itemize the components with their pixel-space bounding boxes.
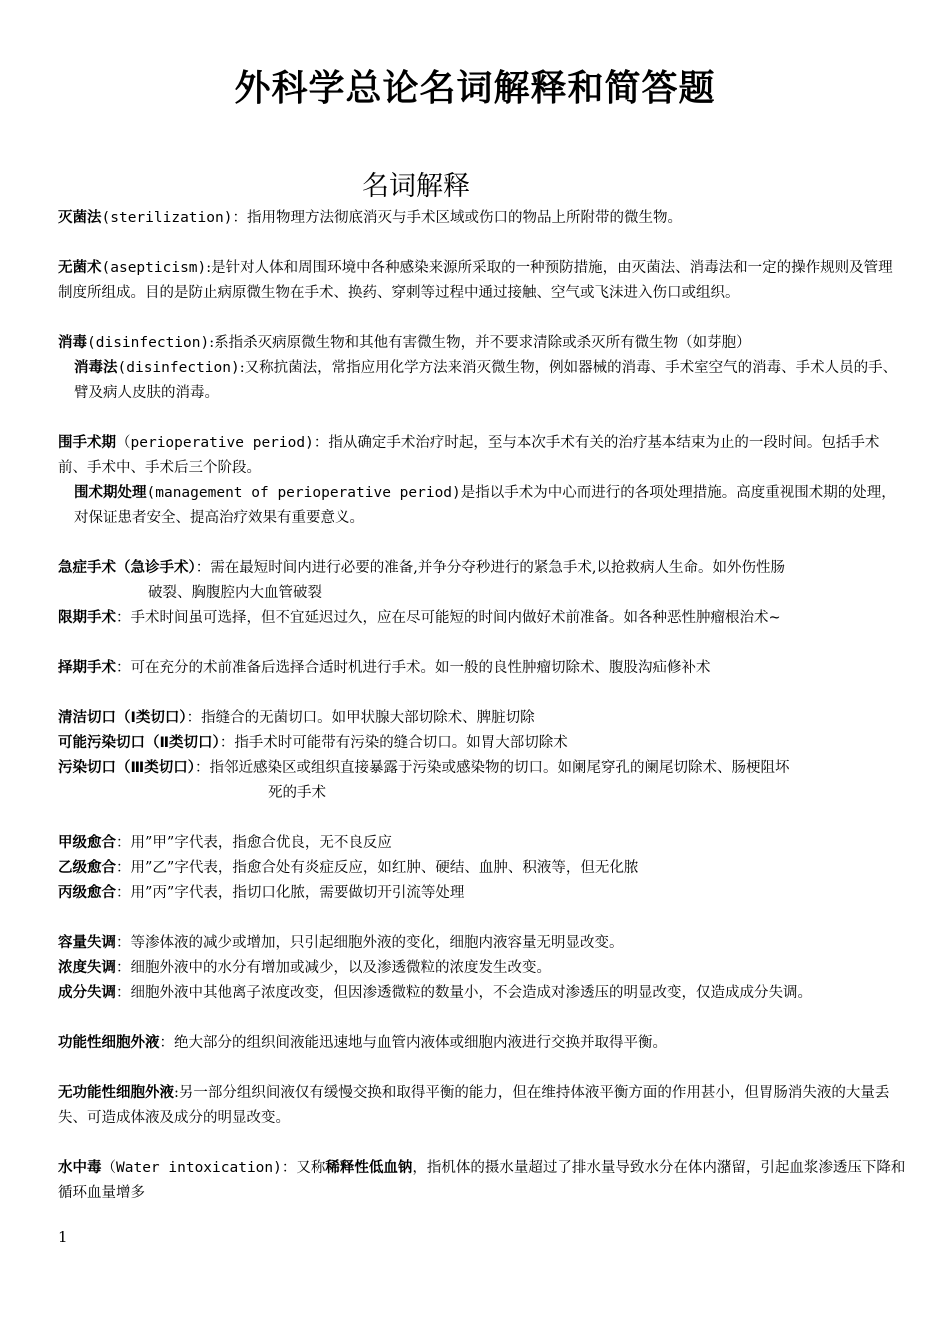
entry-volume-imbalance xyxy=(58,931,906,956)
separator: ： xyxy=(116,835,131,851)
definition: 用”丙”字代表，指切口化脓，需要做切开引流等处理 xyxy=(130,885,465,901)
entry-grade-a-healing xyxy=(58,831,906,856)
definition: 是指以手术为中心而进行的各项处理措施。高度重视围术期的处理，对保证患者安全、提高治疗效果有重要意义。 xyxy=(74,485,896,526)
definition: 指邻近感染区或组织直接暴露于污染或感染物的切口。如阑尾穿孔的阑尾切除术、肠梗阻坏 xyxy=(209,760,790,776)
term: 容量失调 xyxy=(58,935,116,951)
definition: 绝大部分的组织间液能迅速地与血管内液体或细胞内液进行交换并取得平衡。 xyxy=(174,1035,667,1051)
entry-disinfection xyxy=(58,331,906,356)
separator: ： xyxy=(194,760,210,776)
term: 成分失调 xyxy=(58,985,116,1001)
term: 无菌术 xyxy=(58,260,102,276)
term: 丙级愈合 xyxy=(58,885,116,901)
term-english: (disinfection) xyxy=(87,335,210,351)
entry-concentration-imbalance xyxy=(58,956,906,981)
page-number: 1 xyxy=(58,1228,68,1246)
separator: ： xyxy=(159,1035,174,1051)
definition: 又称抗菌法，常指应用化学方法来消灭微生物，例如器械的消毒、手术室空气的消毒、手术人员的手、臂及病人皮肤的消毒。 xyxy=(74,360,898,401)
term: 水中毒 xyxy=(58,1160,102,1176)
separator: ： xyxy=(116,860,131,876)
entry-disinfection-method xyxy=(58,356,906,406)
entry-functional-ecf xyxy=(58,1031,906,1056)
entry-asepticism xyxy=(58,256,906,306)
entry-emergency-surgery-cont xyxy=(58,581,906,606)
term: 甲级愈合 xyxy=(58,835,116,851)
term: 清洁切口（Ⅰ类切口） xyxy=(58,710,187,726)
definition: 死的手术 xyxy=(268,785,326,801)
entry-sterilization xyxy=(58,206,906,231)
separator: ： xyxy=(116,935,131,951)
definition: 细胞外液中其他离子浓度改变，但因渗透微粒的数量小，不会造成对渗透压的明显改变，仅造成成分失调。 xyxy=(130,985,812,1001)
term: 浓度失调 xyxy=(58,960,116,976)
separator: : xyxy=(239,360,245,376)
separator: ： xyxy=(116,985,131,1001)
entry-nonfunctional-ecf xyxy=(58,1081,906,1131)
definition: 可在充分的术前准备后选择合适时机进行手术。如一般的良性肿瘤切除术、腹股沟疝修补术 xyxy=(130,660,711,676)
definition-prefix: 又称 xyxy=(296,1160,326,1176)
term-english: (sterilization) xyxy=(101,210,233,226)
separator: : xyxy=(174,1085,179,1101)
entry-water-intoxication xyxy=(58,1156,906,1206)
term-english: （Water intoxication) xyxy=(101,1160,282,1176)
term: 无功能性细胞外液 xyxy=(58,1085,174,1101)
term-english: (asepticism) xyxy=(101,260,207,276)
separator: ： xyxy=(116,660,131,676)
term: 围术期处理 xyxy=(74,485,147,501)
definition: ，指机体的摄水量超过了排水量导致水分在体内潴留，引起血浆渗透压下降和循环血量增多 xyxy=(58,1160,906,1201)
entry-contaminated-incision xyxy=(58,756,906,781)
term: 可能污染切口（Ⅱ类切口） xyxy=(58,735,220,751)
entry-composition-imbalance xyxy=(58,981,906,1006)
definition: 用”甲”字代表，指愈合优良，无不良反应 xyxy=(130,835,392,851)
entry-contaminated-incision-cont xyxy=(58,781,906,806)
term-english: （perioperative period) xyxy=(116,435,314,451)
section-heading: 名词解释 xyxy=(362,171,470,202)
term: 消毒法 xyxy=(74,360,118,376)
entry-emergency-surgery xyxy=(58,556,906,581)
definition: 系指杀灭病原微生物和其他有害微生物，并不要求清除或杀灭所有微生物（如芽胞） xyxy=(214,335,751,351)
glossary-body xyxy=(58,206,906,1206)
emphasis-term: 稀释性低血钠 xyxy=(325,1160,413,1176)
definition: 是针对人体和周围环境中各种感染来源所采取的一种预防措施，由灭菌法、消毒法和一定的操作规则及管理制度所组成。目的是防止病原微生物在手术、换药、穿刺等过程中通过接触、空气或飞沫进入伤口或组织。 xyxy=(58,260,893,301)
definition: 等渗体液的减少或增加，只引起细胞外液的变化，细胞内液容量无明显改变。 xyxy=(130,935,624,951)
separator: ： xyxy=(116,960,131,976)
term: 乙级愈合 xyxy=(58,860,116,876)
term: 污染切口（Ⅲ类切口） xyxy=(58,760,195,776)
separator: ： xyxy=(281,1160,297,1176)
separator: ： xyxy=(195,560,211,576)
entry-perioperative-management xyxy=(58,481,906,531)
term: 择期手术 xyxy=(58,660,116,676)
definition: 手术时间虽可选择，但不宜延迟过久，应在尽可能短的时间内做好术前准备。如各种恶性肿瘤根治术~ xyxy=(130,610,781,626)
separator: ： xyxy=(313,435,329,451)
entry-grade-b-healing xyxy=(58,856,906,881)
page-title: 外科学总论名词解释和简答题 xyxy=(234,68,716,109)
separator: ： xyxy=(116,885,131,901)
term: 急症手术（急诊手术） xyxy=(58,560,196,576)
entry-possibly-contaminated-incision xyxy=(58,731,906,756)
separator: : xyxy=(206,260,212,276)
definition: 用”乙”字代表，指愈合处有炎症反应，如红肿、硬结、血肿、积液等，但无化脓 xyxy=(130,860,639,876)
entry-grade-c-healing xyxy=(58,881,906,906)
definition: 需在最短时间内进行必要的准备,并争分夺秒进行的紧急手术,以抢救病人生命。如外伤性肠 xyxy=(210,560,785,576)
separator: ： xyxy=(116,610,131,626)
term-english: (management of perioperative period) xyxy=(146,485,461,501)
term: 灭菌法 xyxy=(58,210,102,226)
entry-time-limited-surgery xyxy=(58,606,906,631)
entry-clean-incision xyxy=(58,706,906,731)
term: 消毒 xyxy=(58,335,87,351)
definition: 指缝合的无菌切口。如甲状腺大部切除术、脾脏切除 xyxy=(201,710,535,726)
entry-elective-surgery xyxy=(58,656,906,681)
definition: 破裂、胸腹腔内大血管破裂 xyxy=(148,585,322,601)
separator: ： xyxy=(232,210,247,226)
definition: 指用物理方法彻底消灭与手术区域或伤口的物品上所附带的微生物。 xyxy=(246,210,682,226)
term: 功能性细胞外液 xyxy=(58,1035,160,1051)
separator: ： xyxy=(186,710,202,726)
separator: : xyxy=(209,335,215,351)
term: 围手术期 xyxy=(58,435,116,451)
entry-perioperative-period xyxy=(58,431,906,481)
definition: 指手术时可能带有污染的缝合切口。如胃大部切除术 xyxy=(234,735,568,751)
definition: 指从确定手术治疗时起，至与本次手术有关的治疗基本结束为止的一段时间。包括手术前、手术中、手术后三个阶段。 xyxy=(58,435,880,476)
separator: ： xyxy=(219,735,235,751)
definition: 细胞外液中的水分有增加或减少，以及渗透微粒的浓度发生改变。 xyxy=(130,960,551,976)
term-english: (disinfection) xyxy=(117,360,240,376)
definition: 另一部分组织间液仅有缓慢交换和取得平衡的能力，但在维持体液平衡方面的作用甚小，但胃肠消失液的大量丢失、可造成体液及成分的明显改变。 xyxy=(58,1085,890,1126)
term: 限期手术 xyxy=(58,610,116,626)
